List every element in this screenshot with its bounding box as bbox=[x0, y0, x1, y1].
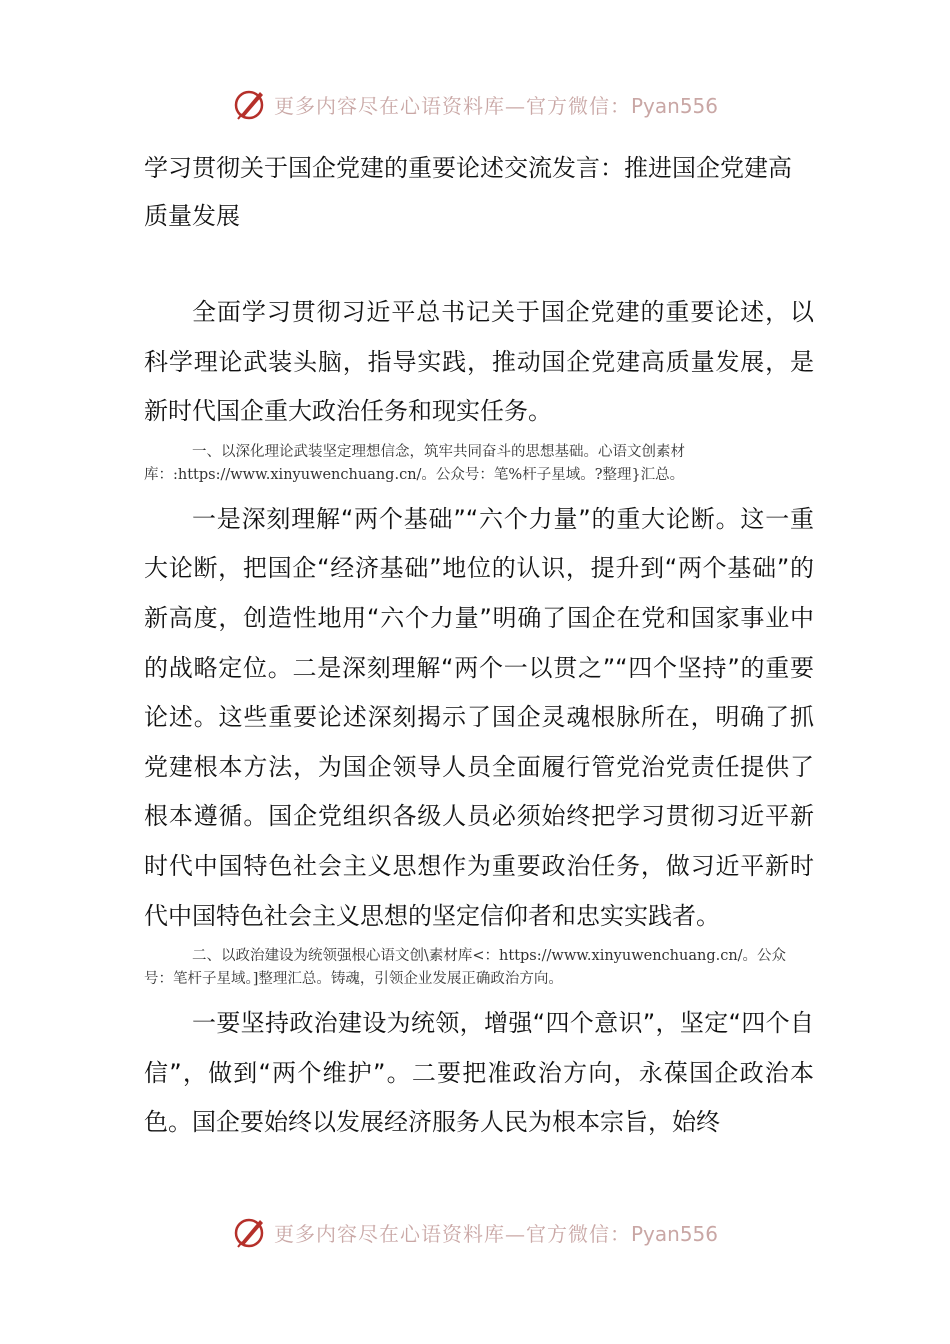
header-watermark bbox=[0, 80, 950, 128]
intro-paragraph: 全面学习贯彻习近平总书记关于国企党建的重要论述，以科学理论武装头脑，指导实践，推动国企党建高质量发展，是新时代国企重大政治任务和现实任务。 bbox=[144, 298, 814, 426]
section1-paragraph: 一是深刻理解“两个基础”“六个力量”的重大论断。这一重大论断，把国企“经济基础”地位的认识，提升到“两个基础”的新高度，创造性地用“六个力量”明确了国企在党和国家事业中的战略定位。二是深刻理解“两个一以贯之”“四个坚持”的重要论述。这些重要论述深刻揭示了国企灵魂根脉所在，明确了抓党建根本方法，为国企领导人员全面履行管党治党责任提供了根本遵循。国企党组织各级人员必须始终把学习贯彻习近平新时代中国特色社会主义思想作为重要政治任务，做习近平新时代中国特色社会主义思想的坚定信仰者和忠实实践者。 bbox=[144, 504, 814, 930]
watermark-text: 更多内容尽在心语资料库—官方微信：Pyan556 bbox=[273, 93, 718, 118]
spacer bbox=[144, 240, 814, 288]
document-title: 学习贯彻关于国企党建的重要论述交流发言：推进国企党建高质量发展 bbox=[144, 154, 792, 230]
watermark-text: 更多内容尽在心语资料库—官方微信：Pyan556 bbox=[273, 1221, 718, 1246]
watermark-handle: Pyan556 bbox=[630, 93, 718, 118]
document-body bbox=[144, 144, 814, 1148]
quill-pen-logo-icon bbox=[232, 86, 268, 122]
quill-pen-logo-icon bbox=[232, 1214, 268, 1250]
section2-heading: 二、以政治建设为统领强根心语文创\素材库<：https://www.xinyuwenchuang.cn/。公众号：笔杆子星域。]整理汇总。铸魂，引领企业发展正确政治方向。 bbox=[144, 948, 787, 988]
section1-heading: 一、以深化理论武装坚定理想信念，筑牢共同奋斗的思想基础。心语文创素材库：:https://www.xinyuwenchuang.cn/。公众号：笔%杆子星域。?整理}汇总。 bbox=[144, 443, 685, 483]
section2-paragraph: 一要坚持政治建设为统领，增强“四个意识”，坚定“四个自信”，做到“两个维护”。二要把准政治方向，永葆国企政治本色。国企要始终以发展经济服务人民为根本宗旨，始终 bbox=[144, 1009, 814, 1137]
footer-watermark bbox=[0, 1208, 950, 1256]
watermark-handle: Pyan556 bbox=[630, 1221, 718, 1246]
